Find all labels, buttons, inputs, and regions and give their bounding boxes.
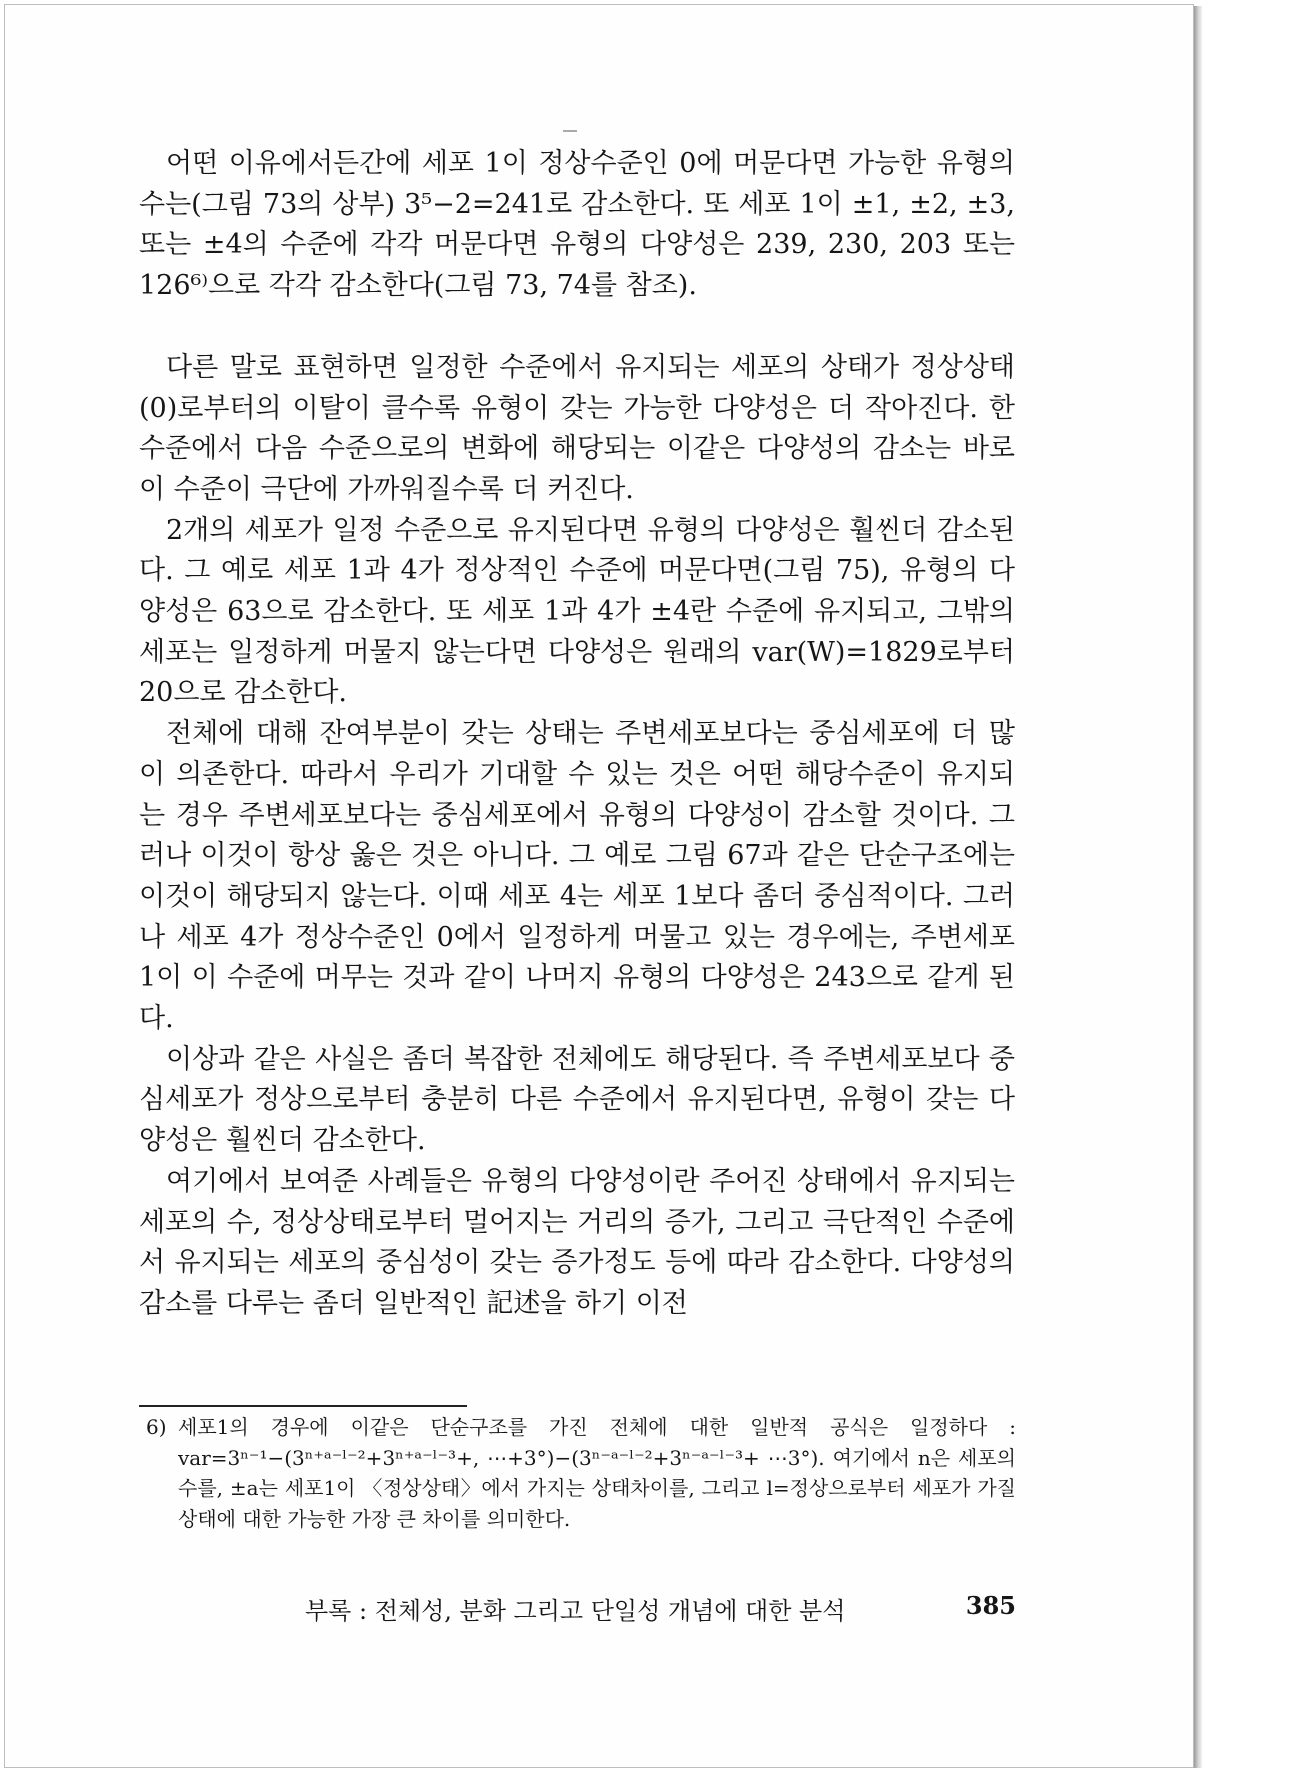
footnote-text: 세포1의 경우에 이같은 단순구조를 가진 전체에 대한 일반적 공식은 일정하다 : var=3ⁿ⁻¹−(3ⁿ⁺ᵃ⁻ˡ⁻²+3ⁿ⁺ᵃ⁻ˡ⁻³+, ⋯+3°)−(3ⁿ⁻ᵃ⁻ˡ⁻²+3ⁿ⁻ᵃ⁻ˡ⁻³+ ⋯3°). 여기에서 n은 세포의 수를, ±a는 세포1이 〈정상상태〉에서 가지는 상태차이를, 그리고 l=정상으로부터 세포가 가질 상태에 대한 가능한 가장 큰 차이를 의미한다. (178, 1415, 1016, 1531)
paragraph-6: 여기에서 보여준 사례들은 유형의 다양성이란 주어진 상태에서 유지되는 세포의 수, 정상상태로부터 멀어지는 거리의 증가, 그리고 극단적인 수준에서 유지되는 세포의 중심성이 갖는 증가정도 등에 따라 감소한다. 다양성의 감소를 다루는 좀더 일반적인 記述을 하기 이전 (139, 1165, 1015, 1319)
footnote-number: 6) (146, 1415, 167, 1439)
paragraph-2: 다른 말로 표현하면 일정한 수준에서 유지되는 세포의 상태가 정상상태(0)로부터의 이탈이 클수록 유형이 갖는 가능한 다양성은 더 작아진다. 한 수준에서 다음 수준으로의 변화에 해당되는 이같은 다양성의 감소는 바로 이 수준이 극단에 가까워질수록 더 커진다. (139, 351, 1015, 505)
paragraph-4: 전체에 대해 잔여부분이 갖는 상태는 주변세포보다는 중심세포에 더 많이 의존한다. 따라서 우리가 기대할 수 있는 것은 어떤 해당수준이 유지되는 경우 주변세포보다는 중심세포에서 유형의 다양성이 감소할 것이다. 그러나 이것이 항상 옳은 것은 아니다. 그 예로 그림 67과 같은 단순구조에는 이것이 해당되지 않는다. 이때 세포 4는 세포 1보다 좀더 중심적이다. 그러나 세포 4가 정상수준인 0에서 일정하게 머물고 있는 경우에는, 주변세포 1이 이 수준에 머무는 것과 같이 나머지 유형의 다양성은 243으로 같게 된다. (139, 718, 1015, 1035)
page-edge-shadow (1194, 6, 1202, 1768)
body-text (139, 144, 1015, 1325)
footnote-divider (139, 1405, 467, 1407)
running-title: 부록 : 전체성, 분화 그리고 단일성 개념에 대한 분석 (305, 1597, 846, 1625)
page-number: 385 (965, 1591, 1016, 1620)
page-footer (305, 1591, 1016, 1626)
scan-mark (563, 130, 577, 132)
paragraph-3: 2개의 세포가 일정 수준으로 유지된다면 유형의 다양성은 훨씬더 감소된다. 그 예로 세포 1과 4가 정상적인 수준에 머문다면(그림 75), 유형의 다양성은 63으로 감소한다. 또 세포 1과 4가 ±4란 수준에 유지되고, 그밖의 세포는 일정하게 머물지 않는다면 다양성은 원래의 var(W)=1829로부터 20으로 감소한다. (139, 514, 1015, 709)
paragraph-5: 이상과 같은 사실은 좀더 복잡한 전체에도 해당된다. 즉 주변세포보다 중심세포가 정상으로부터 충분히 다른 수준에서 유지된다면, 유형이 갖는 다양성은 훨씬더 감소한다. (139, 1043, 1015, 1157)
footnote (146, 1412, 1016, 1534)
paragraph-1: 어떤 이유에서든간에 세포 1이 정상수준인 0에 머문다면 가능한 유형의 수는(그림 73의 상부) 3⁵−2=241로 감소한다. 또 세포 1이 ±1, ±2, ±3, 또는 ±4의 수준에 각각 머문다면 유형의 다양성은 239, 230, 203 또는 126⁶⁾으로 각각 감소한다(그림 73, 74를 참조). (139, 148, 1015, 302)
